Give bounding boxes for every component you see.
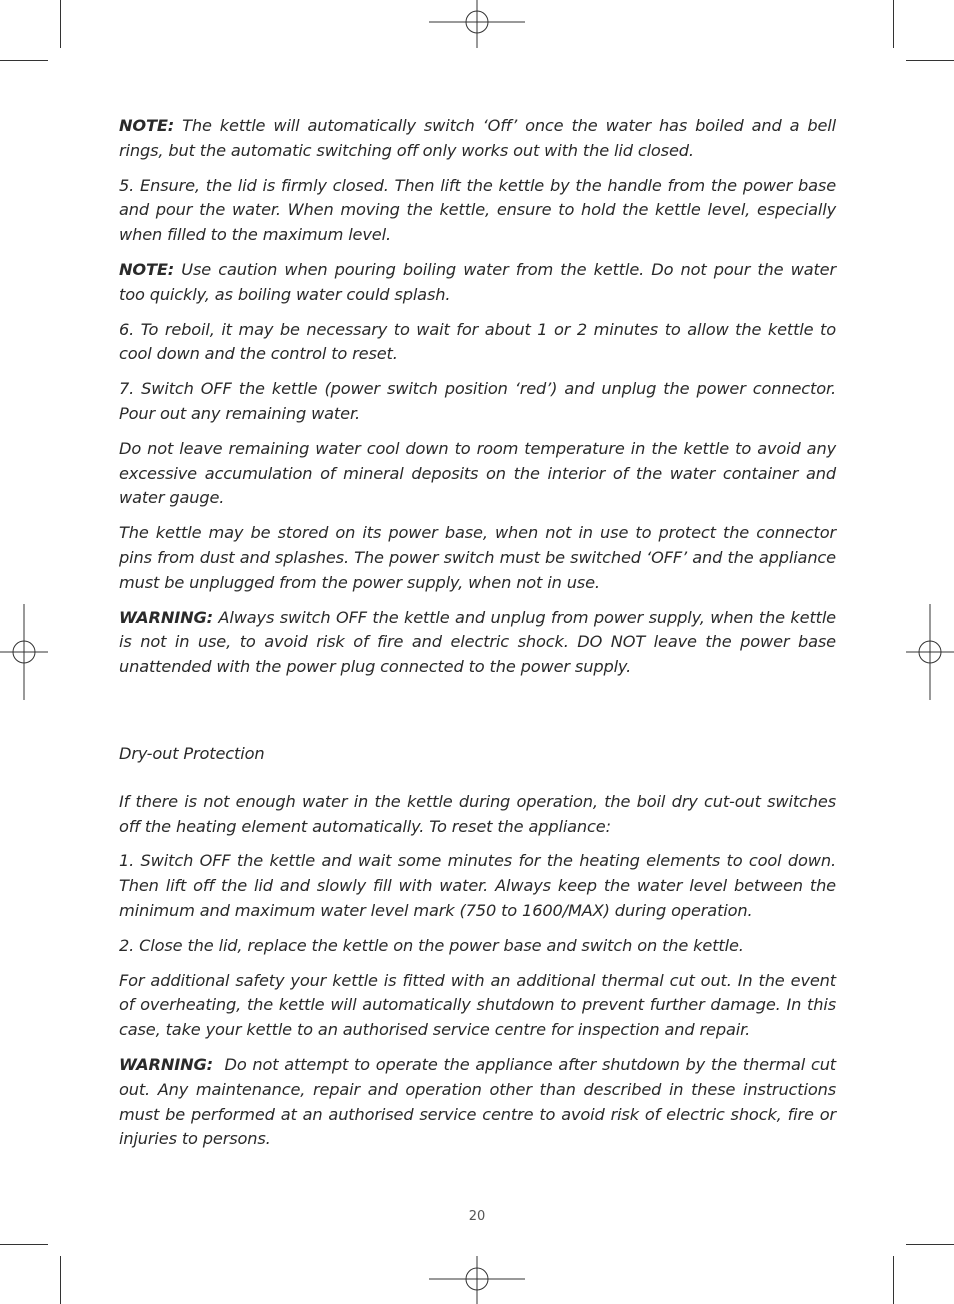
storage-paragraph: The kettle may be stored on its power base, when not in use to protect the connector pins from dust and splashes. The power switch must be switched ‘OFF’ and the appliance must be unplugged from the power supply, when not in use. <box>119 523 836 592</box>
section-heading: Dry-out Protection <box>119 743 265 763</box>
warning-text: Do not attempt to operate the appliance after shutdown by the thermal cut out. Any maintenance, repair and operation other than described in these instructions must be performed at an authorised service centre to avoid risk of electric shock, fire or injuries to persons. <box>119 1054 841 1149</box>
safety-paragraph: For additional safety your kettle is fitted with an additional thermal cut out. In the event of overheating, the kettle will automatically shutdown to prevent further damage. In this case, take your kettle to an authorised service centre for inspection and repair. <box>119 970 836 1040</box>
remaining-water-paragraph: Do not leave remaining water cool down to room temperature in the kettle to avoid any excessive accumulation of mineral deposits on the interior of the water container and water gauge. <box>119 438 836 508</box>
registration-mark-right <box>906 604 954 700</box>
warning-paragraph <box>119 1053 841 1152</box>
dry-out-intro: If there is not enough water in the kettle during operation, the boil dry cut-out switches off the heating element automatically. To reset the appliance: <box>119 791 836 836</box>
step-5: 5. Ensure, the lid is firmly closed. Then lift the kettle by the handle from the power base and pour the water. When moving the kettle, ensure to hold the kettle level, especially when filled to the maximum level. <box>119 175 836 245</box>
dry-out-step-2: 2. Close the lid, replace the kettle on the power base and switch on the kettle. <box>119 935 744 955</box>
note-label: NOTE: <box>119 259 175 279</box>
step-6: 6. To reboil, it may be necessary to wait for about 1 or 2 minutes to allow the kettle to cool down and the control to reset. <box>119 319 836 364</box>
dry-out-step-1: 1. Switch OFF the kettle and wait some minutes for the heating elements to cool down. Then lift off the lid and slowly fill with water. Always keep the water level between the minimum and maximum water level mark (750 to 1600/MAX) during operation. <box>119 851 836 920</box>
crop-mark-tl-v <box>60 0 61 48</box>
crop-mark-br-h <box>906 1244 954 1245</box>
crop-mark-tr-v <box>893 0 894 48</box>
crop-mark-tl-h <box>0 60 48 61</box>
warning-label: WARNING: <box>119 607 213 627</box>
warning-label: WARNING: <box>119 1054 213 1074</box>
crop-mark-br-v <box>893 1256 894 1304</box>
page-number: 20 <box>468 1209 486 1224</box>
step-7: 7. Switch OFF the kettle (power switch position ‘red’) and unplug the power connector. Pour out any remaining water. <box>119 379 836 423</box>
note-paragraph <box>119 258 836 308</box>
warning-paragraph <box>119 606 836 680</box>
note-text: Use caution when pouring boiling water from the kettle. Do not pour the water too quickly, as boiling water could splash. <box>119 259 836 304</box>
crop-mark-bl-h <box>0 1244 48 1245</box>
crop-mark-tr-h <box>906 60 954 61</box>
note-label: NOTE: <box>119 116 175 135</box>
page-content <box>119 114 841 1162</box>
registration-mark-top <box>429 0 525 48</box>
note-paragraph <box>119 114 836 164</box>
registration-mark-left <box>0 604 48 700</box>
note-text: The kettle will automatically switch ‘Off’ once the water has boiled and a bell rings, but the automatic switching off only works out with the lid closed. <box>119 116 836 160</box>
registration-mark-bottom <box>429 1256 525 1304</box>
warning-text: Always switch OFF the kettle and unplug from power supply, when the kettle is not in use, to avoid risk of fire and electric shock. DO NOT leave the power base unattended with the power plug connected to the power supply. <box>119 607 836 677</box>
crop-mark-bl-v <box>60 1256 61 1304</box>
